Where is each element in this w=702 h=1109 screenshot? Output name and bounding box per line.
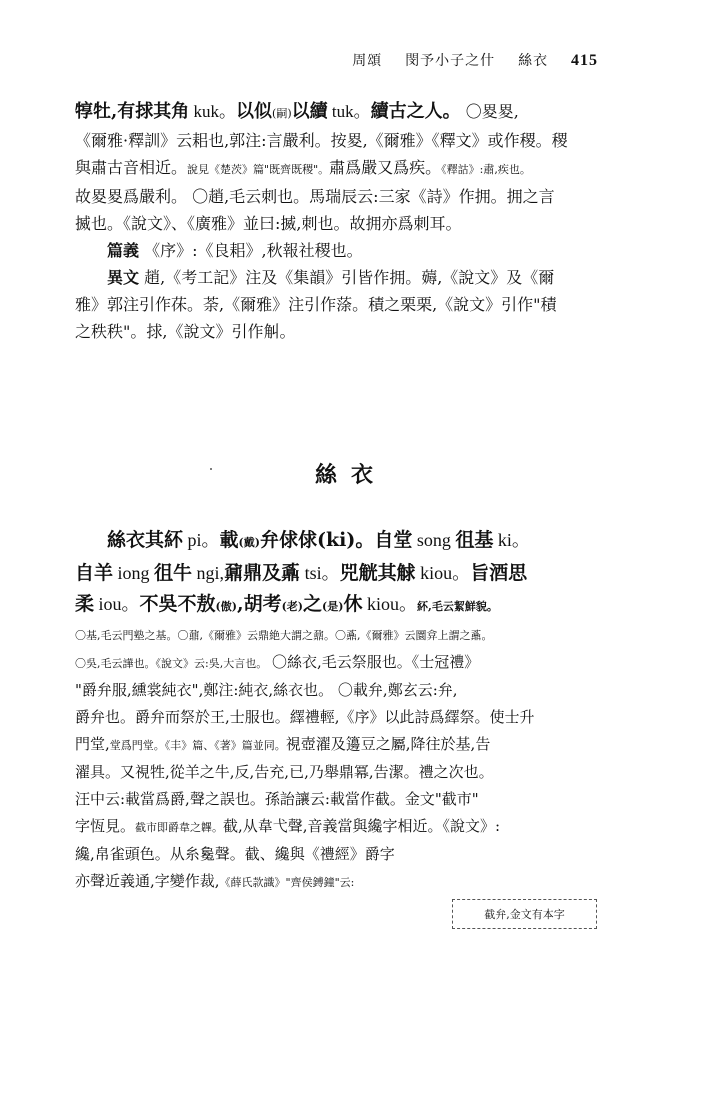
pianyi-line (75, 237, 602, 264)
text-run: 不吳不敖 (139, 593, 216, 615)
text-run: kiou。 (362, 594, 417, 614)
text-line: 揻也。《說文》、《廣雅》並曰:揻,刺也。故拥亦爲刺耳。 (75, 214, 462, 233)
note-line: 爵弁也。爵弁而祭於王,士服也。繹禮輕,《序》以此詩爲繹祭。使士升 (75, 708, 535, 726)
text-line: 之秩秩"。捄,《說文》引作觓。 (75, 322, 296, 341)
text-run: (是) (322, 600, 344, 613)
pianyi-label: 篇義 (107, 241, 140, 260)
note-line (75, 649, 602, 677)
text-run: 絲衣其紑 (107, 529, 184, 551)
header-section: 周頌 (352, 53, 383, 69)
text-run: 〇絲衣,毛云祭服也。《士冠禮》 (267, 653, 480, 671)
text-run: 以續 (291, 101, 328, 122)
text-run: iou。 (94, 594, 140, 614)
poem-paragraph (75, 525, 602, 896)
text-run: kuk。 (189, 102, 237, 121)
text-run: 以似 (236, 101, 273, 122)
text-run: 休 (343, 593, 363, 615)
text-run: ki。 (493, 530, 530, 550)
section-title (0, 458, 702, 489)
page-number: 415 (571, 52, 598, 69)
text-run: (戴) (238, 536, 260, 549)
verse-line (75, 589, 602, 622)
text-run: 字恆見。 (75, 817, 136, 835)
note-line (75, 813, 602, 841)
note-line: "爵弁服,纁裳純衣",鄭注:純衣,絲衣也。 〇載弁,鄭玄云:弁, (75, 681, 458, 699)
text-run: 柔 (75, 593, 95, 615)
note-line (75, 731, 602, 759)
title-char: 絲 (314, 462, 351, 488)
text-run: 犉牡,有捄其角 (75, 101, 190, 122)
text-run: 與肅古音相近。 (75, 158, 188, 177)
text-run: (傲) (215, 600, 237, 613)
yiwen-label: 異文 (107, 268, 140, 287)
pianyi-text: 《序》:《良耜》,秋報社稷也。 (144, 241, 363, 260)
text-line (75, 98, 602, 127)
text-run: iong (113, 563, 155, 583)
text-run: 門堂, (75, 735, 110, 753)
text-run: 弁俅俅(ki)。自堂 (259, 529, 413, 551)
title-char: 衣 (351, 462, 388, 488)
note-line (75, 868, 450, 896)
note-line: 濯具。又視牲,從羊之牛,反,告充,已,乃舉鼎冪,告潔。禮之次也。 (75, 763, 494, 781)
text-run: 紑,毛云絜鮮貌。 (416, 600, 498, 613)
text-run: song (412, 530, 456, 550)
text-run: (老) (281, 600, 304, 613)
text-run: 之 (303, 593, 323, 615)
text-run: (嗣) (272, 107, 292, 120)
text-run: 兕觥其觩 (339, 562, 416, 584)
text-run: 堂爲門堂。《丰》篇、《著》篇並同。 (109, 739, 286, 752)
text-run: 《薛氏款識》"齊侯鎛鐘"云: (219, 876, 355, 889)
text-run: 自羊 (75, 562, 114, 584)
margin-note-box: 截弁,金文有本字 (452, 899, 597, 929)
note-line: 〇基,毛云門塾之基。〇鼐,《爾雅》云鼎絶大謂之鼐。〇鼒,《爾雅》云圜弇上謂之鼒。 (75, 629, 493, 642)
verse-line (75, 525, 602, 558)
text-run: pi。 (183, 530, 220, 550)
header-chapter: 絲衣 (518, 53, 549, 69)
running-header (352, 50, 598, 70)
text-run: 《釋詁》:肅,疾也。 (441, 163, 531, 176)
text-line: 《爾雅·釋訓》云耜也,郭注:言嚴利。按畟,《爾雅》《釋文》或作稷。稷 (75, 131, 568, 150)
header-subsection: 閔予小子之什 (405, 53, 496, 69)
text-run: 載 (219, 529, 239, 551)
text-line (75, 154, 602, 183)
text-run: ,胡考 (236, 593, 282, 615)
text-run: 肅爲嚴又爲疾。 (329, 158, 442, 177)
text-run: 旨酒思 (470, 562, 528, 584)
text-line: 故畟畟爲嚴利。 〇趙,毛云刺也。馬瑞辰云:三家《詩》作拥。拥之言 (75, 187, 555, 206)
commentary-paragraph-1 (75, 98, 602, 345)
text-run: kiou。 (415, 563, 471, 583)
text-run: 亦聲近義通,字變作裁, (75, 872, 220, 890)
text-run: 徂牛 (154, 562, 193, 584)
text-run: 說見《楚茨》篇"既齊既稷"。 (187, 163, 330, 176)
yiwen-line (75, 264, 602, 291)
text-run: tsi。 (300, 563, 340, 583)
note-line: 汪中云:載當爲爵,聲之誤也。孫詒讓云:載當作截。金文"截市" (75, 790, 479, 808)
text-run: 續古之人。 (370, 101, 461, 122)
text-run: ngi, (192, 563, 225, 583)
verse-line (75, 558, 602, 589)
text-run: 〇吳,毛云譁也。《說文》云:吳,大言也。 (75, 657, 268, 670)
text-run: 徂基 (455, 529, 494, 551)
text-line: 雅》郭注引作茠。荼,《爾雅》注引作蒤。積之栗栗,《說文》引作"積 (75, 295, 557, 314)
note-line: 纔,帛雀頭色。从糸毚聲。截、纔與《禮經》爵字 (75, 845, 395, 863)
text-run: 視壺濯及籩豆之屬,降往於基,告 (285, 735, 491, 753)
text-run: 截,从韋弋聲,音義當與纔字相近。《說文》: (223, 817, 501, 835)
text-run: 鼐鼎及鼒 (224, 562, 301, 584)
text-run: 〇畟畟, (460, 102, 519, 121)
yiwen-text: 趙,《考工記》注及《集韻》引皆作拥。薅,《說文》及《爾 (144, 268, 555, 287)
text-run: tuk。 (327, 102, 371, 121)
text-run: 截市即爵韋之韠。 (135, 821, 224, 834)
